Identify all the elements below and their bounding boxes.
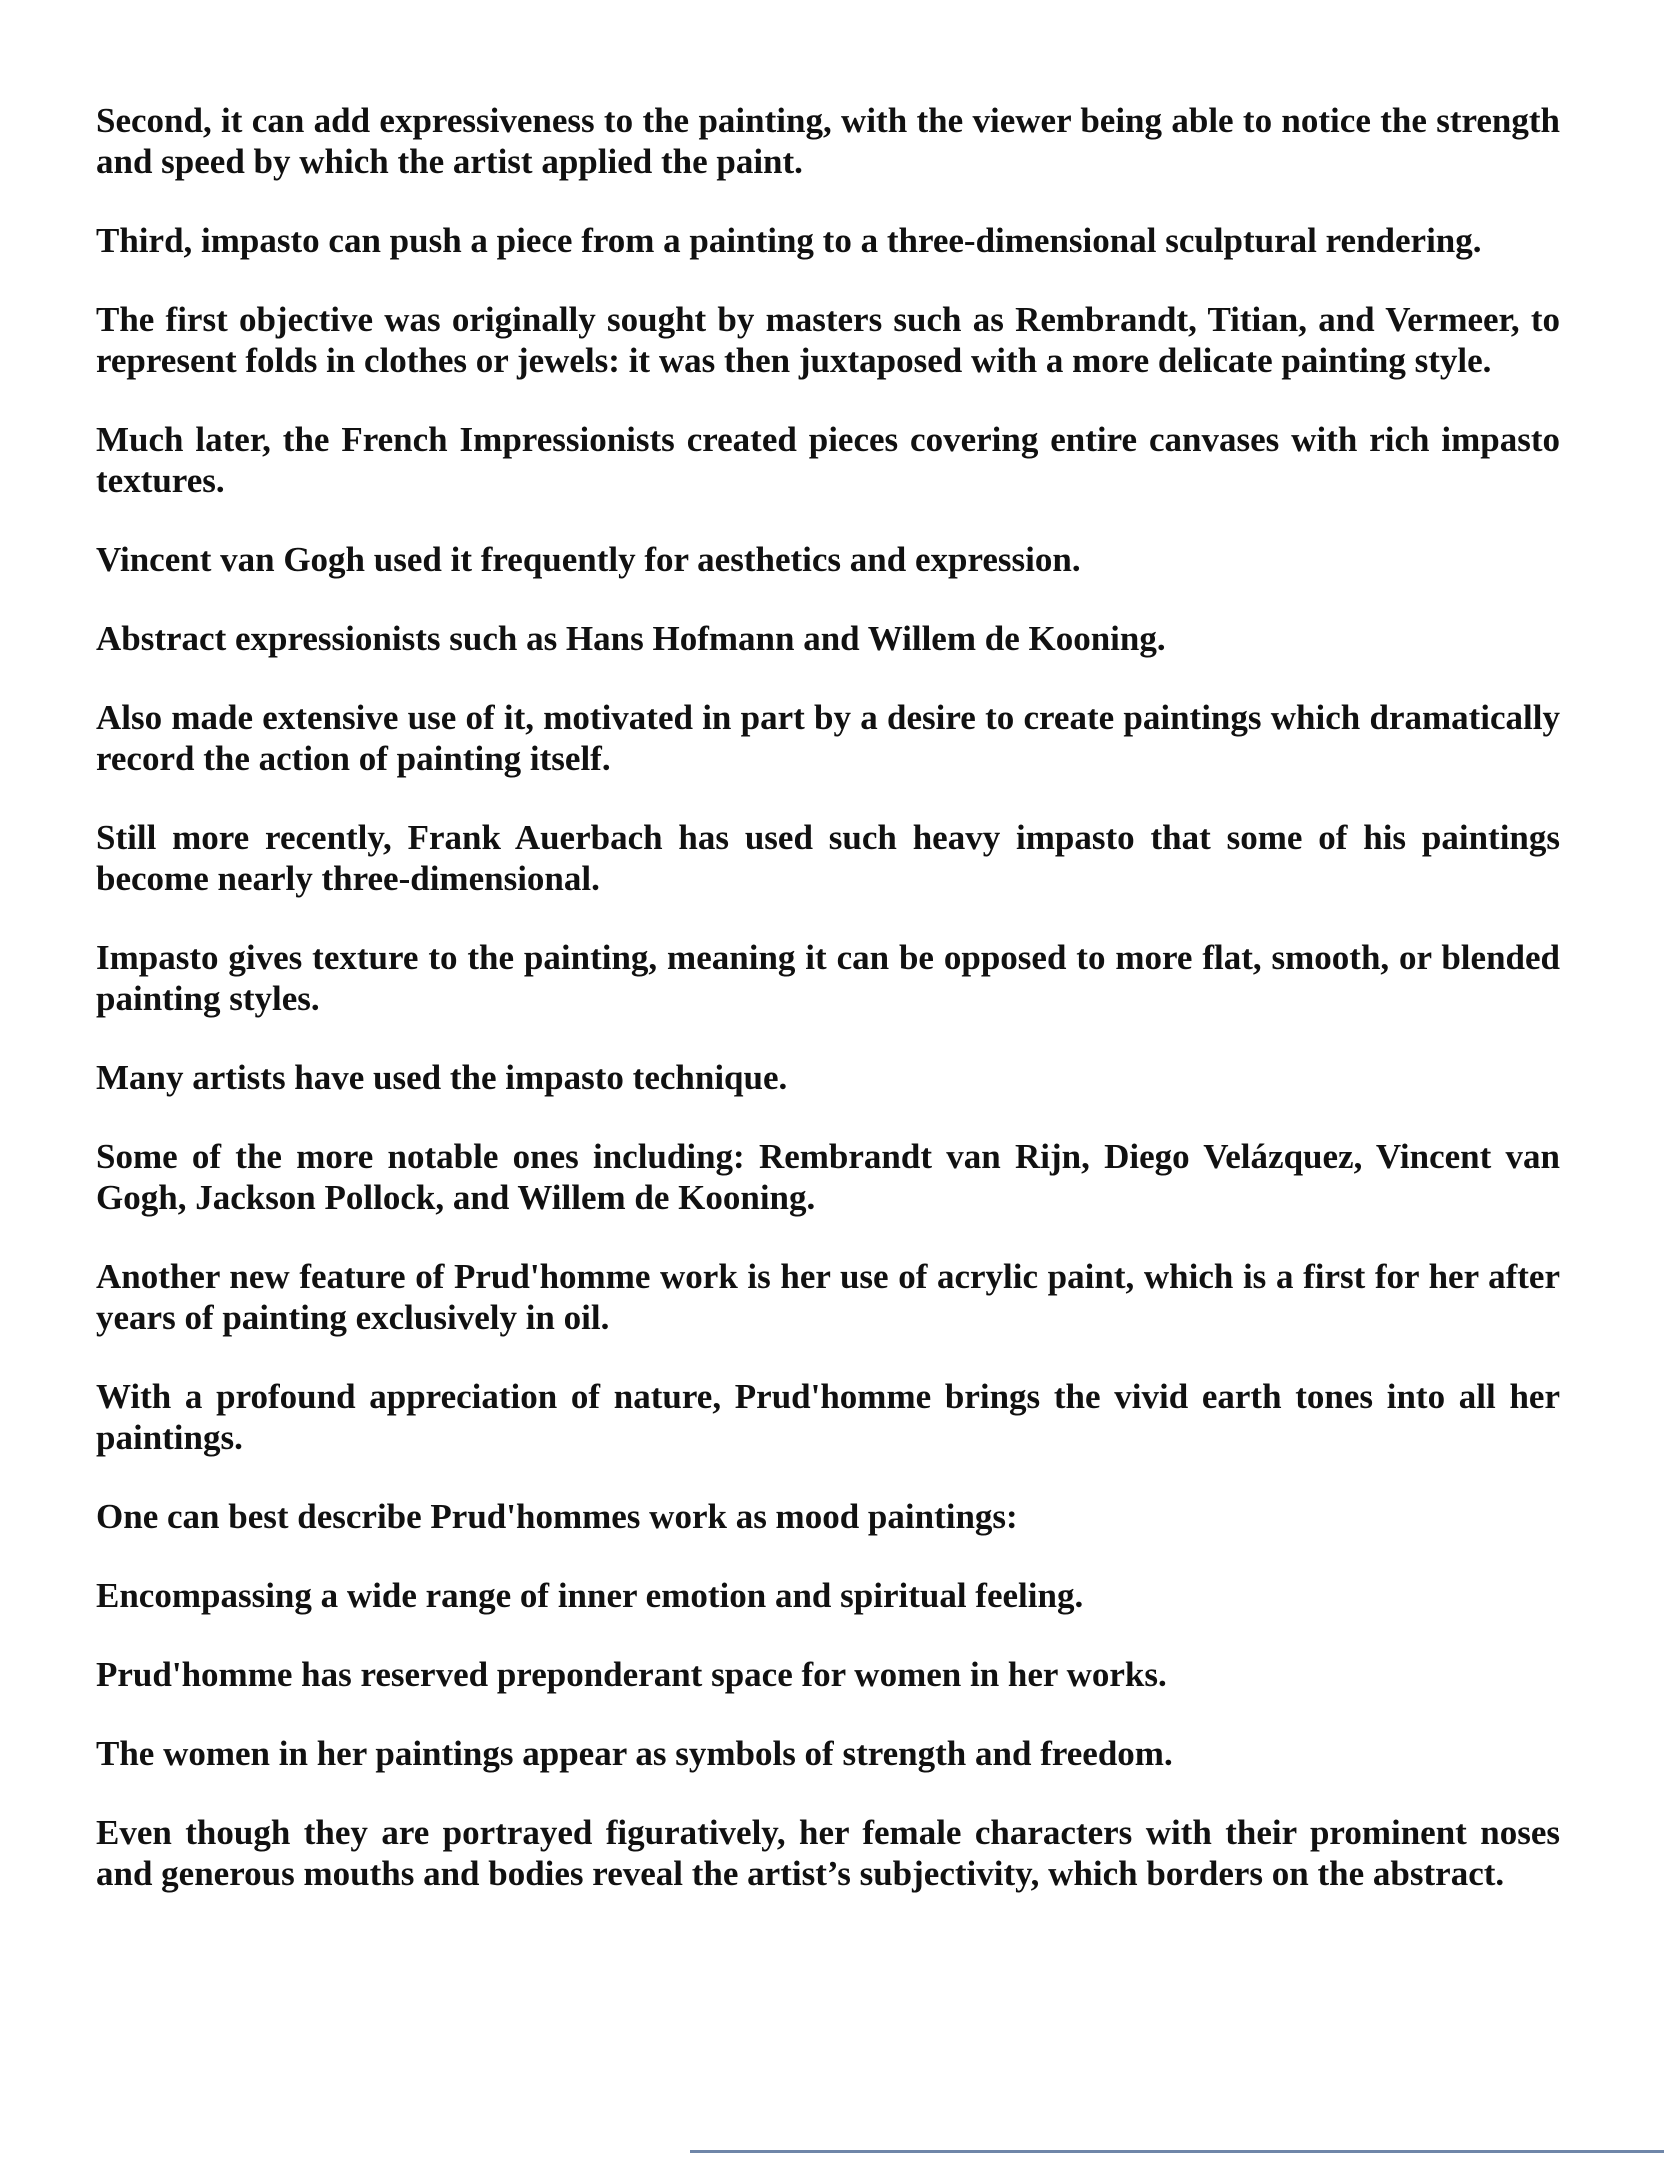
paragraph: The first objective was originally sought by masters such as Rembrandt, Titian, and Vermeer, to represent folds in clothes or jewels: it was then juxtaposed with a more delicate painting style. xyxy=(96,300,1560,380)
paragraph: Impasto gives texture to the painting, meaning it can be opposed to more flat, smooth, or blended painting styles. xyxy=(96,938,1560,1018)
paragraph: Much later, the French Impressionists created pieces covering entire canvases with rich impasto textures. xyxy=(96,420,1560,500)
paragraph: Also made extensive use of it, motivated in part by a desire to create paintings which dramatically record the action of painting itself. xyxy=(96,698,1560,778)
paragraph: Still more recently, Frank Auerbach has used such heavy impasto that some of his paintings become nearly three-dimensional. xyxy=(96,818,1560,898)
paragraph: One can best describe Prud'hommes work as mood paintings: xyxy=(96,1497,1018,1536)
paragraph: The women in her paintings appear as symbols of strength and freedom. xyxy=(96,1734,1173,1773)
paragraph: Even though they are portrayed figuratively, her female characters with their prominent noses and generous mouths and bodies reveal the artist’s subjectivity, which borders on the abstract. xyxy=(96,1813,1560,1893)
paragraph: Prud'homme has reserved preponderant space for women in her works. xyxy=(96,1655,1167,1694)
scan-edge-line xyxy=(690,2150,1664,2153)
paragraph: Encompassing a wide range of inner emotion and spiritual feeling. xyxy=(96,1576,1084,1615)
paragraph: Vincent van Gogh used it frequently for aesthetics and expression. xyxy=(96,540,1081,579)
body-text xyxy=(96,100,1560,1932)
paragraph: Many artists have used the impasto technique. xyxy=(96,1058,788,1097)
paragraph: Abstract expressionists such as Hans Hofmann and Willem de Kooning. xyxy=(96,619,1166,658)
paragraph: Second, it can add expressiveness to the painting, with the viewer being able to notice the strength and speed by which the artist applied the paint. xyxy=(96,101,1560,181)
paragraph: Some of the more notable ones including: Rembrandt van Rijn, Diego Velázquez, Vincent van Gogh, Jackson Pollock, and Willem de Kooning. xyxy=(96,1137,1560,1217)
paragraph: With a profound appreciation of nature, Prud'homme brings the vivid earth tones into all her paintings. xyxy=(96,1377,1560,1457)
paragraph: Third, impasto can push a piece from a painting to a three-dimensional sculptural rendering. xyxy=(96,221,1482,260)
paragraph: Another new feature of Prud'homme work is her use of acrylic paint, which is a first for her after years of painting exclusively in oil. xyxy=(96,1257,1560,1337)
